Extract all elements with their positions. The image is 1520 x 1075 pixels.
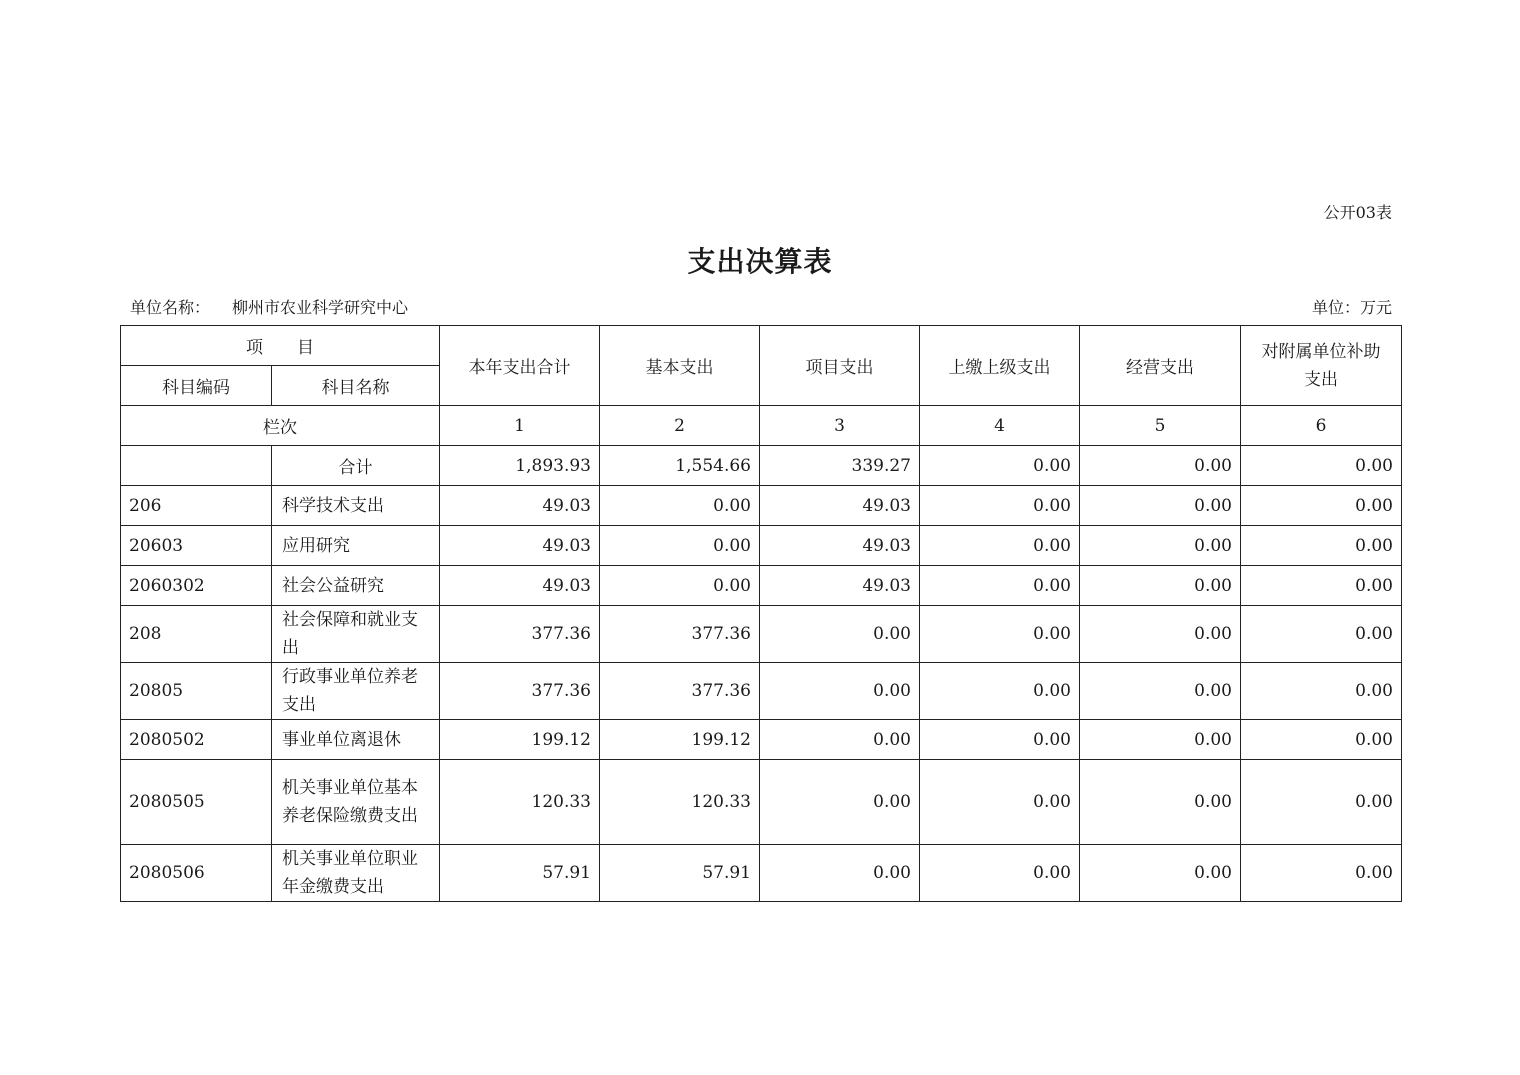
row-value: 0.00 bbox=[920, 606, 1080, 663]
row-value: 49.03 bbox=[440, 486, 600, 526]
org-name: 柳州市农业科学研究中心 bbox=[232, 298, 409, 317]
row-value: 0.00 bbox=[1241, 606, 1402, 663]
col-header: 经营支出 bbox=[1080, 326, 1241, 406]
index-number: 2 bbox=[600, 406, 760, 446]
total-code bbox=[121, 446, 272, 486]
table-row bbox=[121, 606, 1402, 663]
total-row bbox=[121, 446, 1402, 486]
row-code: 20603 bbox=[121, 526, 272, 566]
org-info bbox=[130, 295, 408, 318]
col-header: 基本支出 bbox=[600, 326, 760, 406]
expenditure-table bbox=[120, 325, 1402, 902]
table-row bbox=[121, 845, 1402, 902]
row-value: 0.00 bbox=[760, 720, 920, 760]
row-value: 0.00 bbox=[1080, 526, 1241, 566]
row-code: 206 bbox=[121, 486, 272, 526]
row-value: 0.00 bbox=[1080, 720, 1241, 760]
col-header: 上缴上级支出 bbox=[920, 326, 1080, 406]
row-value: 377.36 bbox=[440, 663, 600, 720]
total-value: 1,554.66 bbox=[600, 446, 760, 486]
row-value: 0.00 bbox=[920, 526, 1080, 566]
row-value: 0.00 bbox=[1080, 760, 1241, 845]
row-code: 208 bbox=[121, 606, 272, 663]
row-name: 事业单位离退休 bbox=[272, 720, 440, 760]
row-code: 2060302 bbox=[121, 566, 272, 606]
row-value: 49.03 bbox=[440, 526, 600, 566]
index-label: 栏次 bbox=[121, 406, 440, 446]
org-label: 单位名称： bbox=[130, 298, 211, 317]
currency-unit: 单位：万元 bbox=[1311, 298, 1392, 317]
row-value: 0.00 bbox=[920, 760, 1080, 845]
row-value: 199.12 bbox=[440, 720, 600, 760]
row-name: 社会公益研究 bbox=[272, 566, 440, 606]
index-number: 5 bbox=[1080, 406, 1241, 446]
index-row bbox=[121, 406, 1402, 446]
row-value: 0.00 bbox=[1241, 566, 1402, 606]
row-value: 0.00 bbox=[1080, 486, 1241, 526]
row-value: 377.36 bbox=[440, 606, 600, 663]
page-title: 支出决算表 bbox=[687, 245, 833, 278]
row-value: 0.00 bbox=[1241, 526, 1402, 566]
row-code: 20805 bbox=[121, 663, 272, 720]
name-header: 科目名称 bbox=[272, 366, 440, 406]
row-value: 57.91 bbox=[600, 845, 760, 902]
row-value: 0.00 bbox=[760, 663, 920, 720]
row-value: 0.00 bbox=[600, 566, 760, 606]
row-value: 0.00 bbox=[760, 606, 920, 663]
header-row-1 bbox=[121, 326, 1402, 366]
row-name: 机关事业单位职业年金缴费支出 bbox=[272, 845, 440, 902]
row-value: 120.33 bbox=[440, 760, 600, 845]
col-header: 对附属单位补助支出 bbox=[1241, 326, 1402, 406]
total-value: 1,893.93 bbox=[440, 446, 600, 486]
table-row bbox=[121, 760, 1402, 845]
row-value: 49.03 bbox=[760, 566, 920, 606]
col-header: 本年支出合计 bbox=[440, 326, 600, 406]
row-value: 0.00 bbox=[920, 845, 1080, 902]
row-value: 0.00 bbox=[1080, 566, 1241, 606]
unit-line bbox=[130, 295, 1392, 318]
index-number: 6 bbox=[1241, 406, 1402, 446]
row-code: 2080502 bbox=[121, 720, 272, 760]
total-value: 0.00 bbox=[1080, 446, 1241, 486]
row-value: 0.00 bbox=[920, 663, 1080, 720]
row-name: 科学技术支出 bbox=[272, 486, 440, 526]
row-value: 49.03 bbox=[760, 526, 920, 566]
row-value: 0.00 bbox=[1241, 486, 1402, 526]
total-label: 合计 bbox=[272, 446, 440, 486]
row-value: 0.00 bbox=[1080, 845, 1241, 902]
col-header: 项目支出 bbox=[760, 326, 920, 406]
row-value: 0.00 bbox=[600, 526, 760, 566]
row-value: 57.91 bbox=[440, 845, 600, 902]
row-code: 2080506 bbox=[121, 845, 272, 902]
row-name: 机关事业单位基本养老保险缴费支出 bbox=[272, 760, 440, 845]
index-number: 3 bbox=[760, 406, 920, 446]
row-value: 0.00 bbox=[920, 566, 1080, 606]
group-header: 项 目 bbox=[121, 326, 440, 366]
total-value: 339.27 bbox=[760, 446, 920, 486]
row-name: 行政事业单位养老支出 bbox=[272, 663, 440, 720]
row-code: 2080505 bbox=[121, 760, 272, 845]
row-value: 0.00 bbox=[1241, 760, 1402, 845]
row-name: 社会保障和就业支出 bbox=[272, 606, 440, 663]
row-value: 0.00 bbox=[760, 845, 920, 902]
row-value: 0.00 bbox=[1241, 720, 1402, 760]
row-value: 0.00 bbox=[1080, 663, 1241, 720]
row-value: 49.03 bbox=[440, 566, 600, 606]
row-value: 377.36 bbox=[600, 663, 760, 720]
table-row bbox=[121, 486, 1402, 526]
code-header: 科目编码 bbox=[121, 366, 272, 406]
table-row bbox=[121, 566, 1402, 606]
row-value: 0.00 bbox=[1080, 606, 1241, 663]
table-row bbox=[121, 663, 1402, 720]
table-row bbox=[121, 720, 1402, 760]
row-name: 应用研究 bbox=[272, 526, 440, 566]
index-number: 4 bbox=[920, 406, 1080, 446]
form-code: 公开03表 bbox=[1323, 203, 1392, 222]
total-value: 0.00 bbox=[920, 446, 1080, 486]
index-number: 1 bbox=[440, 406, 600, 446]
total-value: 0.00 bbox=[1241, 446, 1402, 486]
row-value: 0.00 bbox=[1241, 845, 1402, 902]
table-row bbox=[121, 526, 1402, 566]
row-value: 0.00 bbox=[600, 486, 760, 526]
row-value: 0.00 bbox=[920, 720, 1080, 760]
row-value: 0.00 bbox=[1241, 663, 1402, 720]
row-value: 0.00 bbox=[920, 486, 1080, 526]
row-value: 377.36 bbox=[600, 606, 760, 663]
row-value: 120.33 bbox=[600, 760, 760, 845]
row-value: 49.03 bbox=[760, 486, 920, 526]
row-value: 199.12 bbox=[600, 720, 760, 760]
row-value: 0.00 bbox=[760, 760, 920, 845]
